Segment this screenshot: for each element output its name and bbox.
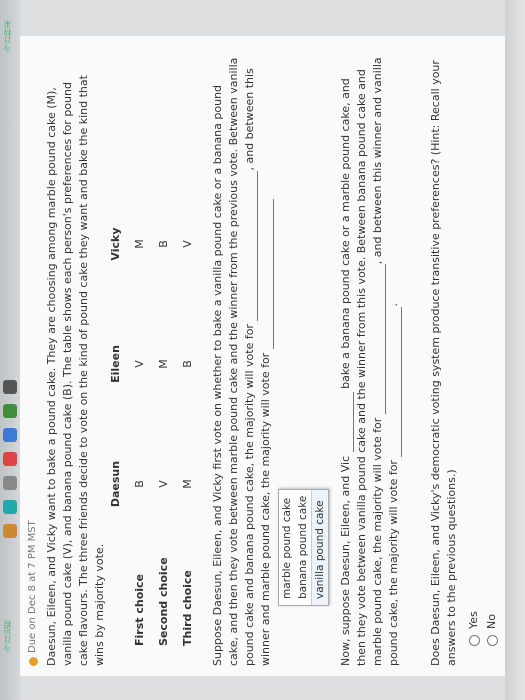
clock-icon: [29, 657, 38, 666]
answer-dropdown-3[interactable]: [342, 392, 354, 452]
table-cell: B: [180, 360, 194, 368]
scenario-one-paragraph: [210, 56, 274, 666]
radio-button-icon[interactable]: [469, 635, 480, 646]
due-date: [26, 520, 41, 666]
open-dropdown-menu[interactable]: [278, 489, 329, 606]
radio-label: Yes: [467, 611, 481, 629]
answer-dropdown-1[interactable]: [246, 171, 258, 321]
app-icon[interactable]: [3, 500, 17, 514]
app-icon[interactable]: [3, 524, 17, 538]
row-header: First choice: [132, 573, 146, 646]
answer-dropdown-5[interactable]: [390, 307, 402, 457]
app-icon[interactable]: [3, 476, 17, 490]
table-cell: V: [132, 360, 146, 368]
app-icon[interactable]: [3, 428, 17, 442]
table-cell: V: [180, 240, 194, 248]
preferences-table: [104, 184, 200, 656]
radio-option-yes[interactable]: [465, 611, 483, 646]
scenario-two-period: .: [386, 303, 400, 307]
column-header: Vicky: [109, 227, 122, 261]
table-row: [128, 184, 152, 656]
table-cell: V: [156, 480, 170, 488]
scenario-one-text: Suppose Daesun, Eileen, and Vicky first vote on whether to bake a vanilla pound cake or a banana pound cake, and then they vote between marble pound cake and the winner from the previous vote. Between vanilla pound cake and banana pound cake, the majority will vote for: [211, 57, 256, 666]
screen-bezel: [505, 0, 525, 700]
table-cell: M: [156, 359, 170, 369]
dock-label-bottom: 今日运程: [3, 620, 12, 652]
dock-label-top: 今日特来: [3, 20, 12, 52]
column-header: Eileen: [109, 345, 122, 383]
scenario-two-text-end: , and between this winner and vanilla pound cake, the majority will vote for: [370, 57, 400, 666]
table-cell: B: [132, 480, 146, 488]
radio-button-icon[interactable]: [487, 635, 498, 646]
row-header: Second choice: [156, 557, 170, 646]
radio-option-no[interactable]: [483, 611, 501, 646]
app-icon[interactable]: [3, 404, 17, 418]
dropdown-option[interactable]: marble pound cake: [281, 497, 293, 599]
app-icon[interactable]: [3, 380, 17, 394]
column-header: Daesun: [109, 460, 122, 508]
table-cell: B: [156, 240, 170, 248]
table-header-row: [104, 184, 128, 656]
answer-dropdown-4[interactable]: [374, 264, 386, 414]
due-text: Due on Dec 8 at 7 PM MST: [27, 520, 38, 653]
question-paragraph: Does Daesun, Eileen, and Vicky's democratic voting system produce transitive preferences? (Hint: Recall your answers to the previous questions.): [429, 60, 458, 666]
scenario-two-text-continued: bake a banana pound cake or a marble pound cake, and then they vote between vanilla pound cake and the winner from this vote. Between banana pound cake and marble pound cake, the majority will vote for: [339, 69, 384, 666]
table-cell: M: [132, 239, 146, 249]
radio-label: No: [485, 614, 499, 629]
answer-dropdown-2[interactable]: [262, 199, 274, 349]
assignment-page: [20, 36, 525, 676]
scenario-two-paragraph: [338, 56, 402, 666]
mac-dock: [0, 0, 20, 700]
app-icon[interactable]: [3, 452, 17, 466]
table-row: [152, 184, 176, 656]
scenario-two-text: Now, suppose Daesun, Eileen, and Vic: [339, 455, 352, 666]
intro-paragraph: Daesun, Eileen, and Vicky want to bake a pound cake. They are choosing among marble pound cake (M), vanilla pound cake (V), and banana pound cake (B). The table shows each person's preferences for pound cake flavours. The three friends decide to vote on the kind of pound cake they want and bake the kind that wins by majority vote.: [45, 75, 106, 666]
table-cell: M: [180, 479, 194, 489]
dropdown-option[interactable]: banana pound cake: [297, 495, 309, 599]
answer-options: [465, 611, 501, 646]
row-header: Third choice: [180, 570, 194, 646]
dropdown-option-selected[interactable]: vanilla pound cake: [311, 490, 328, 605]
scenario-one-text-continued: , and between this winner and marble pound cake, the majority will vote for: [242, 68, 272, 666]
table-row: [176, 184, 200, 656]
